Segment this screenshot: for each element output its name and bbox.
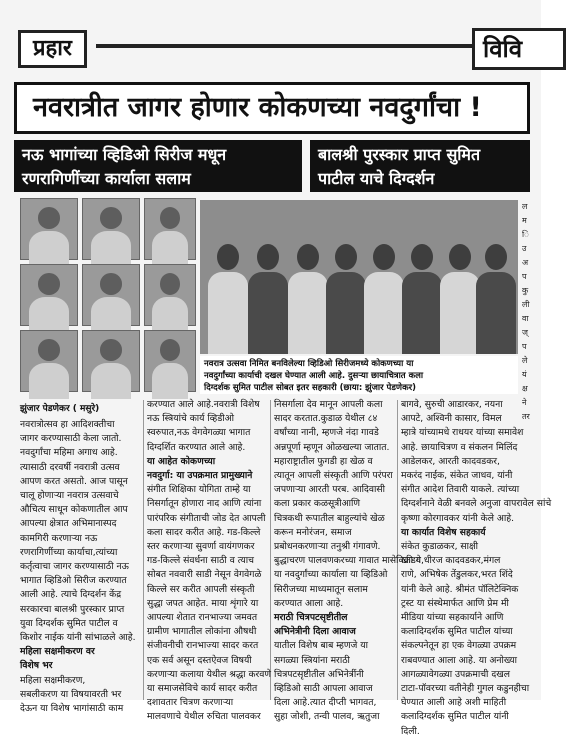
portrait-photo [20,330,78,392]
person-figure [248,244,288,354]
body-line: सादर करतात.कुडाळ येथील ८४ [274,413,378,425]
person-figure [402,244,442,354]
subheadline-right [310,140,530,192]
portrait-photo [20,264,78,326]
fragment-line: उ [522,244,527,253]
body-line: करण्यात आला आहे. [274,597,344,609]
person-figure [440,244,480,354]
subheadline-line: नऊ भागांच्या व्हिडिओ सिरीज मधून [22,145,227,164]
body-line: महिला सक्षमीकरण, [20,674,86,686]
body-line: करण्यात आले आहे.नवरात्री विशेष [147,399,260,410]
body-line: औचित्य साधून कोकणातील आप [20,504,128,516]
body-line: आपटे, अश्विनी कासार, विमल [401,413,502,425]
body-line: दशावतार चित्रण करणाऱ्या [147,697,234,709]
portrait-photo [82,198,140,260]
body-line: देऊन या विशेष भागांसाठी काम [20,703,124,715]
body-line: सुहा जोशी, तन्वी पालव, ऋतुजा [274,711,380,723]
body-line: चालू होणाऱ्या नवरात्र उत्सवाचे [20,490,119,502]
body-line: सगळ्या स्त्रियांना मराठी [274,654,350,666]
body-line: भागात व्हिडिओ सिरीज करण्यात [20,575,127,587]
text-column [274,398,422,723]
subheading-line: मराठी चित्रपटसृष्टीतील [274,612,348,624]
portrait-photo [144,198,196,260]
body-line: दिग्दर्शित करण्यात आले आहे. [147,441,246,453]
body-line: संजीवनीची रानभाज्या सादर करत [147,640,259,652]
person-figure [208,244,248,354]
body-line: निसर्गातून होणारा नाद आणि त्यांना [147,498,262,510]
body-line: मकरंद नाईक, संकेत जाधव, यांनी [401,470,513,482]
body-line: संकल्पनेतून हा एक वेगळ्या उपक्रम [401,640,517,652]
masthead-rule [96,44,472,48]
body-line: खाडगे,धीरज कादवडकर,मंगल [401,555,501,567]
body-line: सरकारचा बालश्री पुरस्कार प्राप्त [20,603,125,615]
body-line: दिला आहे.त्यात दीप्ती भागवत, [274,697,377,709]
body-line: जपणाऱ्या आरती परब. आदिवासी [274,484,385,496]
body-line: सोबत नववारी साडी नेसून वेगवेगळे [147,569,262,581]
body-line: ट्रस्ट या संस्थेमार्फत आणि प्रेम मी [401,597,509,609]
body-line: रणरागिणींच्या कार्याचा,त्यांच्या [20,546,118,558]
body-line: स्वरुपात,नऊ वेगवेगळ्या भागात [147,427,251,439]
body-line: अन्नपूर्णा म्हणून ओळखल्या जातात. [274,441,390,453]
body-line: कलादिग्दर्शक सुमित पाटील यांच्या [401,626,513,638]
fragment-line: अ [522,258,529,267]
adjacent-article-fragment [522,200,541,600]
body-line: संकेत कुडाळकर, साक्षी [401,541,478,553]
body-line: कला सादर करीत आहे. गड-किल्ले [147,526,261,538]
body-line: जागर करण्यासाठी केला जातो. [20,433,122,445]
body-line: महाराष्ट्रातील फुगडी हा खेळ व [274,455,373,467]
body-line: राणे, अभिषेक तेंडुलकर,भरत शिंदे [401,569,513,581]
body-line: युवा दिग्दर्शक सुमित पाटील व [20,617,118,629]
headline: नवरात्रीत जागर होणार कोकणच्या नवदुर्गांचा ! [14,82,530,134]
person-figure [364,244,404,354]
subheading-line: या कार्यात विशेष सहकार्य [401,526,486,538]
body-line: कृष्णा कोरगावकर यांनी केले आहे. [401,512,515,524]
body-line: नवरात्रोत्सव हा आदिशक्तीचा [20,419,115,430]
body-line: एक सर्व असून दस्तऐवज विषयी [147,654,252,666]
body-line: सिरीजच्या माध्यमातून सलाम [274,583,368,595]
body-line: यातील विशेष बाब म्हणजे या [274,640,368,652]
body-line: गड-किल्ले संवर्धना साठी व त्याच [147,555,254,567]
body-line: पारंपरिक संगीताची जोड देत आपली [147,512,266,524]
subheadline-line: बालश्री पुरस्कार प्राप्त सुमित [318,145,481,164]
body-line: मीडिया यांच्या सहकार्याने आणि [401,612,504,624]
portrait-grid [20,198,196,394]
fragment-line: प [522,272,527,281]
person-figure [476,244,516,354]
fragment-line: तर [522,412,530,421]
fragment-line: ज् [522,328,528,337]
body-line: आपल्या शेतात रानभाज्या जमवत [147,612,258,624]
fragment-line: म [522,216,527,225]
body-line: चित्रकथी रूपातील बाहुल्यांचे खेळ [274,512,385,524]
person-figure [326,244,366,354]
subheadline-left [14,140,302,192]
body-line: टाटा-पॉवरच्या वतीनेही गुगल कडुनहीचा [401,683,530,695]
body-line: आडेलकर, आरती कादवडकर, [401,455,500,467]
body-line: किशोर नाईक यांनी सांभाळले आहे. [20,632,136,644]
subheading-line: विशेष भर [20,660,53,672]
body-line: व्हिडिओ साठी आपला आवाज [274,683,373,695]
subheadline-line: पाटील याचे दिग्दर्शन [318,169,435,188]
byline: झुंजार पेडणेकर ( मसुरे) [20,404,100,414]
caption-line: नवदुर्गांच्या कार्याची दखल घेण्यात आली आहे. दुसऱ्या छायाचित्रात कला [204,371,424,381]
body-line: प्रबोधनकरणाऱ्या तनुश्री गंगावणे. [274,541,381,553]
body-line: सुद्धा जपत आहेत. माया शृंगारे या [147,597,259,609]
masthead [0,22,541,72]
fragment-line: कु [522,286,529,295]
subheading-line: महिला सक्षमीकरण वर [20,646,95,658]
text-column [147,398,272,723]
subheading-line: नवदुर्गा: या उपक्रमात प्रामुख्याने [147,470,253,482]
body-line: त्यातून आपली संस्कृती आणि परंपरा [274,470,393,482]
body-line: नवदुर्गांचा महिमा अगाध आहे. [20,447,118,459]
group-photo [200,200,518,354]
body-line: यांनी केले आहे. श्रीमंत पॉलिटेक्निक [401,583,519,595]
body-line: दिग्दर्शनाने वेळी बनवले अनुजा वापरावेल सांचे [401,498,552,510]
body-line: कर्तृत्वाचा जागर करण्यासाठी नऊ [20,561,129,573]
body-line: कामगिरी करणाऱ्या नऊ [20,532,98,544]
body-line: दिली. [401,725,420,737]
body-line: करणाऱ्या कलाया येथील श्रद्धा करवणे [147,668,272,680]
body-line: बुद्धाचरण पालवणकरच्या गावात मासेविक्री व [274,555,422,567]
body-line: किल्ले सर करीत आपली संस्कृती [147,583,255,595]
body-line: निसर्गाला देव मानून आपली कला [274,399,383,410]
fragment-line: ले [522,356,528,365]
fragment-line: ली [522,300,530,309]
fragment-line: क्ष [522,384,528,393]
body-line: या नवदुर्गांच्या कार्याला या व्हिडिओ [274,569,388,581]
fragment-line: ि [522,230,529,239]
fragment-line: ने [522,398,527,407]
body-line: मालवणाचे येथील रुचिता पालवकर [147,711,261,723]
body-line: आहे. छायाचित्रण व संकलन मिलिंद [401,441,518,453]
caption-line: नवरात्र उत्सवा निमित बनविलेल्या व्हिडिओ सिरीजमध्ये कोकणच्या या [204,359,414,369]
body-line: आपण करत असतो. आज पासून [20,475,128,487]
portrait-photo [144,264,196,326]
subheading-line: या आहेत कोकणच्या [147,455,216,467]
portrait-photo [144,330,196,392]
body-line: आगळ्यावेगळ्या उपक्रमाची दखल [401,668,510,680]
body-line: नऊ स्त्रियांचे कार्य व्हिडीओ [147,413,235,425]
text-column [401,398,552,737]
body-line: या समाजसेविचे कार्य सादर करीत [147,683,258,695]
body-line: कलादिग्दर्शक सुमित पाटील यांनी [401,711,509,723]
body-line: संगीत आदेश तिवारी याकले. त्यांच्या [401,484,520,496]
body-line: वर्षांच्या नानी, म्हणजे नंदा गावडे [274,427,379,439]
body-line: संगीत शिक्षिका योगिता ताम्हे या [147,484,251,496]
body-line: कला प्रकार कळसूत्रीआणि [274,498,361,510]
subheadline-line: रणरागिणींच्या कार्याला सलाम [22,169,191,188]
body-line: स्तर करणाऱ्या सुवर्णा वायंगणकर [147,541,255,553]
body-line: आपल्या क्षेत्रात अभिमानास्पद [20,518,117,530]
photo-caption [200,356,518,394]
subheading-line: अभिनेत्रीनी दिला आवाज [274,626,356,638]
body-line: त्यासाठी दरवर्षी नवरात्री उत्सव [20,461,120,473]
body-line: चित्रपटसृष्टीतील अभिनेत्रींनी [274,668,364,680]
fragment-line: ल [522,202,528,211]
body-line: करून मनोरंजन, समाज [274,526,352,538]
body-line: बागवे, सुरुची आडारकर, नयना [401,399,503,410]
caption-line: दिग्दर्शक सुमित पाटील सोबत इतर सहकारी (छाया: झुंजार पेडणेकर) [204,383,416,393]
masthead-tag: प्रहार [18,30,87,68]
fragment-line: प [522,342,527,351]
text-column [20,418,138,715]
body-line: राबवण्यात आला आहे. या अनोख्या [401,654,517,666]
body-line: म्हात्रे यांच्यामधे राधयर यांच्या समावेश [401,427,524,439]
portrait-photo [82,330,140,392]
person-figure [288,244,328,354]
body-line: ग्रामीण भागातील लोकांना औषधी [147,626,257,638]
body-line: आली आहे. त्याचे दिग्दर्शन केंद्र [20,589,122,601]
body-line: घेण्यात आली आहे अशी माहिती [401,697,507,709]
fragment-line: यं [522,370,527,379]
portrait-photo [82,264,140,326]
body-line: सबलीकरण या विषयावरती भर [20,688,122,700]
portrait-photo [20,198,78,260]
section-title: विवि [472,28,566,70]
fragment-line: वा [522,314,529,323]
